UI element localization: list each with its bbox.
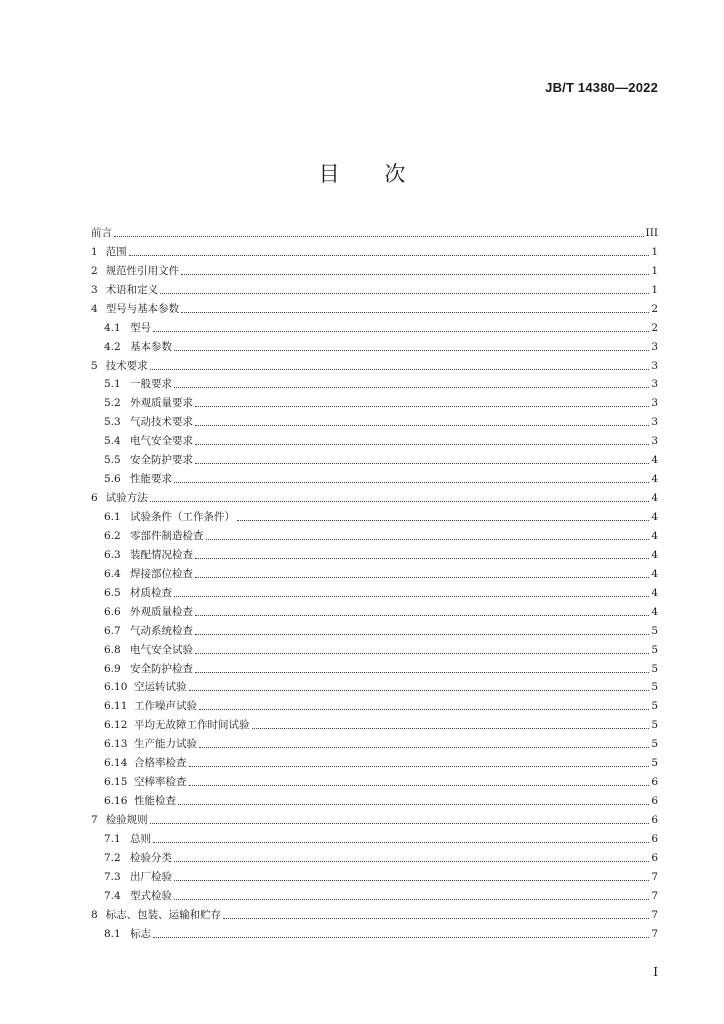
toc-entry-page: 5 [651, 643, 658, 656]
toc-dot-leader [174, 880, 649, 881]
toc-entry-page: 1 [651, 264, 658, 277]
toc-entry-number: 6.7 [104, 624, 121, 637]
toc-entry-number: 4.2 [104, 340, 121, 353]
toc-entry-page: 2 [651, 321, 658, 334]
toc-entry-label: 一般要求 [130, 378, 172, 391]
toc-dot-leader [189, 766, 650, 767]
toc-entry-page: 6 [651, 795, 658, 808]
toc-entry-label: 型式检验 [130, 889, 172, 902]
toc-entry-page: 3 [651, 359, 658, 372]
toc-entry[interactable] [91, 467, 658, 486]
toc-entry-page: III [645, 226, 658, 239]
toc-entry-label: 安全防护要求 [130, 454, 193, 467]
toc-entry-page: 3 [651, 435, 658, 448]
toc-entry[interactable] [91, 240, 658, 259]
toc-dot-leader [174, 596, 649, 597]
toc-entry[interactable] [91, 922, 658, 941]
toc-entry-page: 1 [651, 245, 658, 258]
toc-dot-leader [174, 861, 649, 862]
toc-entry-page: 6 [651, 776, 658, 789]
toc-entry-number: 3 [91, 283, 98, 296]
toc-dot-leader [195, 444, 649, 445]
toc-entry[interactable] [91, 335, 658, 354]
toc-dot-leader [153, 842, 649, 843]
toc-dot-leader [129, 255, 650, 256]
toc-entry-number: 2 [91, 264, 98, 277]
toc-entry-page: 4 [651, 454, 658, 467]
toc-entry-label: 合格率检查 [134, 757, 187, 770]
table-of-contents [91, 221, 658, 941]
toc-entry-label: 生产能力试验 [134, 738, 197, 751]
toc-dot-leader [195, 406, 649, 407]
toc-dot-leader [150, 823, 650, 824]
toc-entry[interactable] [91, 732, 658, 751]
page-title: 目 次 [318, 162, 406, 186]
toc-entry-page: 6 [651, 832, 658, 845]
toc-entry[interactable] [91, 827, 658, 846]
toc-entry-page: 5 [651, 719, 658, 732]
toc-entry-page: 7 [651, 889, 658, 902]
toc-entry-page: 4 [651, 605, 658, 618]
toc-entry-label: 气动技术要求 [130, 416, 193, 429]
toc-entry-page: 4 [651, 473, 658, 486]
toc-entry-page: 3 [651, 397, 658, 410]
toc-entry-page: 4 [651, 548, 658, 561]
toc-entry-number: 8.1 [104, 927, 121, 940]
toc-entry-number: 5.5 [104, 454, 121, 467]
toc-dot-leader [199, 709, 649, 710]
toc-entry[interactable] [91, 657, 658, 676]
toc-dot-leader [195, 577, 649, 578]
toc-entry-page: 1 [651, 283, 658, 296]
toc-entry[interactable] [91, 808, 658, 827]
toc-entry-label: 检验分类 [130, 851, 172, 864]
toc-entry[interactable] [91, 619, 658, 638]
toc-entry-number: 5.6 [104, 473, 121, 486]
toc-entry-page: 5 [651, 738, 658, 751]
toc-entry-label: 装配情况检查 [130, 548, 193, 561]
toc-entry-page: 4 [651, 586, 658, 599]
toc-entry-page: 5 [651, 624, 658, 637]
toc-entry-number: 6.9 [104, 662, 121, 675]
toc-entry-page: 7 [651, 908, 658, 921]
toc-entry[interactable] [91, 751, 658, 770]
toc-entry[interactable] [91, 884, 658, 903]
toc-dot-leader [160, 293, 649, 294]
toc-dot-leader [206, 539, 650, 540]
toc-entry[interactable] [91, 221, 658, 240]
toc-dot-leader [195, 463, 649, 464]
toc-entry-page: 4 [651, 492, 658, 505]
toc-entry-number: 6.16 [104, 795, 128, 808]
toc-entry-number: 6.3 [104, 548, 121, 561]
toc-entry-label: 总则 [130, 832, 151, 845]
toc-dot-leader [174, 387, 649, 388]
toc-dot-leader [195, 615, 649, 616]
toc-entry-page: 5 [651, 757, 658, 770]
toc-entry-label: 标志 [130, 927, 151, 940]
toc-entry[interactable] [91, 694, 658, 713]
toc-entry-label: 外观质量检查 [130, 605, 193, 618]
toc-entry-number: 5 [91, 359, 98, 372]
toc-entry-label: 材质检查 [130, 586, 172, 599]
toc-dot-leader [153, 331, 649, 332]
toc-entry[interactable] [91, 562, 658, 581]
toc-entry-label: 零部件制造检查 [130, 529, 204, 542]
toc-entry-page: 5 [651, 700, 658, 713]
toc-dot-leader [195, 653, 649, 654]
toc-entry-number: 6.10 [104, 681, 128, 694]
toc-entry[interactable] [91, 713, 658, 732]
toc-entry-label: 术语和定义 [105, 283, 159, 296]
toc-dot-leader [237, 520, 649, 521]
toc-entry[interactable] [91, 543, 658, 562]
toc-entry[interactable] [91, 410, 658, 429]
toc-entry-page: 3 [651, 340, 658, 353]
toc-dot-leader [195, 425, 649, 426]
toc-dot-leader [174, 899, 649, 900]
toc-entry-page: 2 [651, 302, 658, 315]
toc-entry-page: 3 [651, 378, 658, 391]
toc-entry-number: 6 [91, 492, 98, 505]
toc-entry-label: 标志、包装、运输和贮存 [105, 908, 222, 921]
toc-entry-number: 5.2 [104, 397, 121, 410]
toc-entry[interactable] [91, 373, 658, 392]
toc-entry-label: 安全防护检查 [130, 662, 193, 675]
toc-entry-label: 性能要求 [130, 473, 172, 486]
toc-entry-label: 外观质量要求 [130, 397, 193, 410]
toc-entry[interactable] [91, 581, 658, 600]
toc-dot-leader [195, 634, 649, 635]
toc-entry-number: 6.4 [104, 567, 121, 580]
toc-dot-leader [181, 274, 649, 275]
toc-entry-number: 5.3 [104, 416, 121, 429]
toc-entry-label: 焊接部位检查 [130, 567, 193, 580]
toc-dot-leader [153, 937, 649, 938]
toc-entry-number: 7 [91, 814, 98, 826]
toc-entry[interactable] [91, 600, 658, 619]
toc-entry[interactable] [91, 354, 658, 373]
toc-entry[interactable] [91, 524, 658, 543]
toc-entry-page: 7 [651, 870, 658, 883]
toc-entry-number: 6.8 [104, 643, 121, 656]
toc-entry[interactable] [91, 770, 658, 789]
toc-entry-label: 试验条件（工作条件） [130, 511, 235, 523]
toc-dot-leader [114, 236, 644, 237]
toc-entry-label: 电气安全要求 [130, 435, 193, 448]
toc-entry[interactable] [91, 486, 658, 505]
toc-dot-leader [199, 747, 649, 748]
toc-dot-leader [252, 728, 650, 729]
standard-code: JB/T 14380—2022 [545, 80, 658, 95]
toc-entry[interactable] [91, 846, 658, 865]
toc-dot-leader [150, 501, 650, 502]
toc-entry-number: 6.15 [104, 776, 128, 789]
toc-entry-page: 6 [651, 814, 658, 826]
toc-entry[interactable] [91, 676, 658, 695]
toc-entry-number: 6.5 [104, 586, 121, 599]
toc-entry-page: 3 [651, 416, 658, 429]
toc-entry-label: 基本参数 [130, 340, 172, 353]
toc-entry-number: 6.11 [104, 700, 128, 713]
toc-entry-number: 7.2 [104, 851, 121, 864]
toc-entry-number: 5.4 [104, 435, 121, 448]
toc-entry-label: 气动系统检查 [130, 624, 193, 637]
toc-entry-label: 型号 [130, 321, 151, 334]
toc-entry[interactable] [91, 638, 658, 657]
toc-entry[interactable] [91, 448, 658, 467]
toc-entry-label: 工作噪声试验 [134, 700, 197, 713]
toc-entry-page: 5 [651, 681, 658, 694]
toc-entry-label: 型号与基本参数 [105, 302, 180, 315]
toc-entry-label: 技术要求 [105, 359, 148, 372]
toc-dot-leader [174, 350, 649, 351]
toc-entry-number: 6.1 [104, 511, 121, 523]
toc-entry[interactable] [91, 429, 658, 448]
toc-dot-leader [189, 785, 650, 786]
toc-entry-label: 平均无故障工作时间试验 [134, 719, 250, 732]
toc-entry-number: 6.2 [104, 529, 121, 542]
toc-entry-page: 6 [651, 851, 658, 864]
toc-entry[interactable] [91, 391, 658, 410]
toc-entry[interactable] [91, 297, 658, 316]
toc-entry-label: 前言 [91, 226, 112, 239]
toc-entry-number: 6.13 [104, 738, 128, 751]
toc-dot-leader [223, 918, 649, 919]
toc-entry-number: 7.1 [104, 832, 121, 845]
toc-dot-leader [174, 482, 649, 483]
toc-entry-page: 7 [651, 927, 658, 940]
toc-entry-number: 7.4 [104, 889, 121, 902]
toc-entry-number: 7.3 [104, 870, 121, 883]
toc-entry-number: 6.12 [104, 719, 128, 732]
toc-entry-number: 4 [91, 302, 98, 315]
toc-entry[interactable] [91, 865, 658, 884]
toc-entry[interactable] [91, 505, 658, 524]
toc-entry-label: 空运转试验 [134, 681, 187, 694]
toc-dot-leader [181, 312, 649, 313]
toc-entry-number: 5.1 [104, 378, 121, 391]
toc-entry-number: 4.1 [104, 321, 121, 334]
toc-dot-leader [150, 369, 650, 370]
toc-entry[interactable] [91, 316, 658, 335]
toc-entry-label: 范围 [105, 245, 127, 258]
toc-entry-number: 1 [91, 245, 98, 258]
toc-entry-label: 性能检查 [134, 795, 176, 808]
toc-entry[interactable] [91, 278, 658, 297]
toc-entry-label: 规范性引用文件 [105, 264, 180, 277]
toc-entry-label: 检验规则 [105, 814, 148, 826]
toc-entry-label: 电气安全试验 [130, 643, 193, 656]
toc-entry-label: 出厂检验 [130, 870, 172, 883]
toc-entry-number: 8 [91, 908, 98, 921]
toc-dot-leader [195, 558, 649, 559]
toc-entry[interactable] [91, 789, 658, 808]
toc-entry[interactable] [91, 903, 658, 922]
toc-entry-number: 6.6 [104, 605, 121, 618]
toc-entry-label: 试验方法 [105, 492, 148, 505]
page-number: I [653, 965, 658, 979]
toc-entry-page: 4 [651, 529, 658, 542]
toc-entry-label: 空棒率检查 [134, 776, 187, 789]
toc-dot-leader [189, 690, 650, 691]
toc-entry[interactable] [91, 259, 658, 278]
toc-entry-page: 4 [651, 511, 658, 523]
toc-entry-page: 4 [651, 567, 658, 580]
toc-entry-page: 5 [651, 662, 658, 675]
toc-entry-number: 6.14 [104, 757, 128, 770]
toc-dot-leader [178, 804, 649, 805]
toc-dot-leader [195, 672, 649, 673]
